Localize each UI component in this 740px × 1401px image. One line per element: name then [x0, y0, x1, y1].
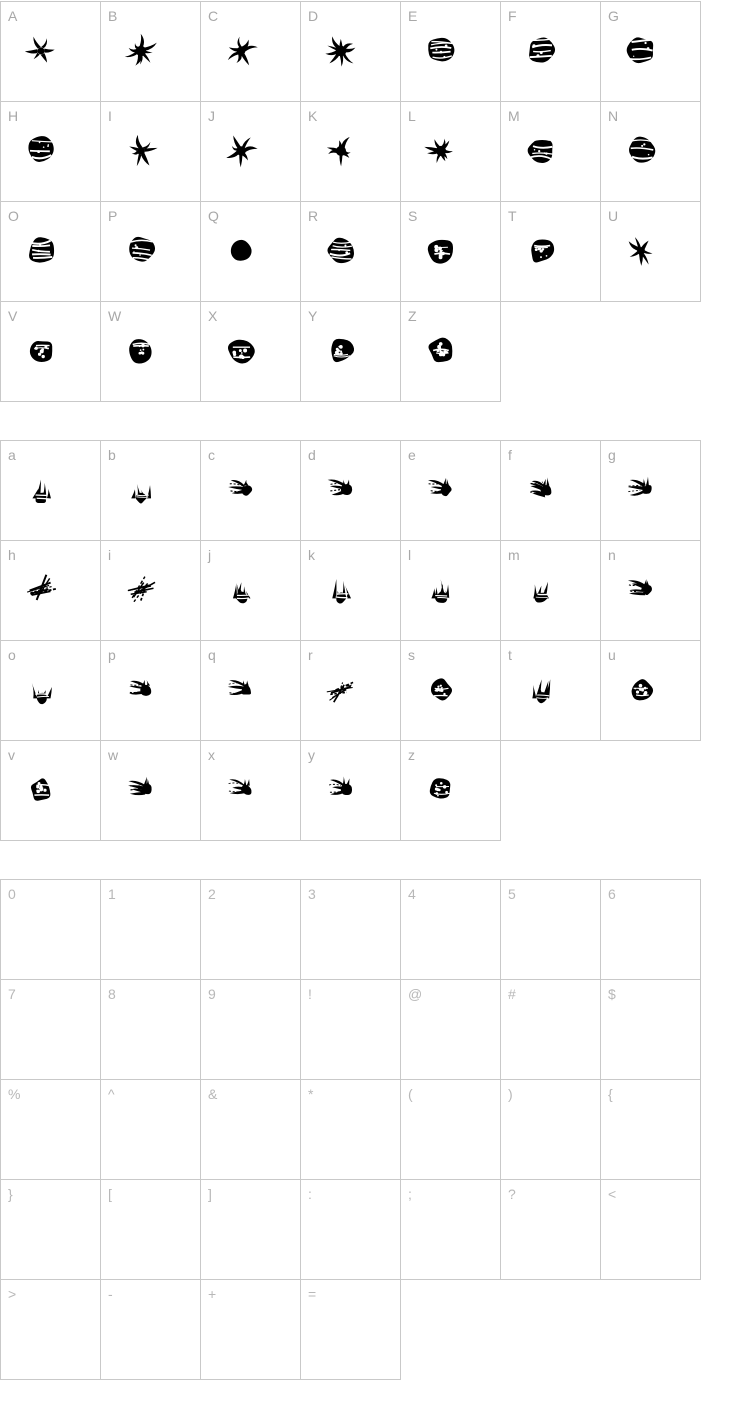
- char-cell-@: [400, 979, 501, 1080]
- char-cell-r: [300, 640, 401, 741]
- charmap-symbols: [0, 879, 740, 1380]
- char-label: 7: [8, 986, 16, 1002]
- char-cell-i: [100, 540, 201, 641]
- char-cell-O: [0, 201, 101, 302]
- char-label: n: [608, 547, 616, 563]
- char-label: P: [108, 208, 118, 224]
- char-cell-h: [0, 540, 101, 641]
- char-label: w: [108, 747, 119, 763]
- char-label: x: [208, 747, 215, 763]
- charmap-lowercase: [0, 440, 740, 841]
- charmap-row: [0, 740, 740, 841]
- glyph-icon: [122, 131, 160, 169]
- char-label: J: [208, 108, 215, 124]
- charmap-row: [0, 879, 740, 980]
- char-cell-3: [300, 879, 401, 980]
- charmap-row: [0, 101, 740, 202]
- glyph-icon: [322, 131, 360, 169]
- char-label: ?: [508, 1186, 516, 1202]
- char-cell--: [100, 1279, 201, 1380]
- char-cell-4: [400, 879, 501, 980]
- char-cell-8: [100, 979, 201, 1080]
- char-cell-G: [600, 1, 701, 102]
- char-label: +: [208, 1286, 217, 1302]
- char-label: 6: [608, 886, 616, 902]
- char-cell-p: [100, 640, 201, 741]
- char-cell-m: [500, 540, 601, 641]
- char-cell-W: [100, 301, 201, 402]
- char-cell-2: [200, 879, 301, 980]
- char-cell-]: [200, 1179, 301, 1280]
- char-label: v: [8, 747, 15, 763]
- char-label: [: [108, 1186, 112, 1202]
- char-label: ;: [408, 1186, 412, 1202]
- glyph-icon: [222, 31, 260, 69]
- char-label: h: [8, 547, 16, 563]
- char-label: y: [308, 747, 315, 763]
- char-cell-<: [600, 1179, 701, 1280]
- charmap-row: [0, 979, 740, 1080]
- char-cell-x: [200, 740, 301, 841]
- char-label: d: [308, 447, 316, 463]
- char-cell-?: [500, 1179, 601, 1280]
- char-cell-&: [200, 1079, 301, 1180]
- charmap-root: [0, 1, 740, 1380]
- char-cell-u: [600, 640, 701, 741]
- char-label: :: [308, 1186, 312, 1202]
- glyph-icon: [222, 131, 260, 169]
- char-cell-5: [500, 879, 601, 980]
- glyph-icon: [324, 472, 358, 506]
- char-cell-l: [400, 540, 501, 641]
- char-label: O: [8, 208, 19, 224]
- glyph-icon: [124, 772, 158, 806]
- glyph-icon: [24, 772, 58, 806]
- char-cell-{: [600, 1079, 701, 1180]
- glyph-icon: [422, 31, 460, 69]
- char-cell-n: [600, 540, 701, 641]
- char-cell-q: [200, 640, 301, 741]
- char-label: L: [408, 108, 416, 124]
- char-label: (: [408, 1086, 413, 1102]
- char-label: X: [208, 308, 218, 324]
- char-label: b: [108, 447, 116, 463]
- char-cell-[: [100, 1179, 201, 1280]
- char-cell-C: [200, 1, 301, 102]
- char-label: t: [508, 647, 512, 663]
- char-label: T: [508, 208, 517, 224]
- char-label: F: [508, 8, 517, 24]
- char-label: *: [308, 1086, 314, 1102]
- char-cell-f: [500, 440, 601, 541]
- char-cell-:: [300, 1179, 401, 1280]
- char-label: 2: [208, 886, 216, 902]
- char-label: j: [208, 547, 212, 563]
- char-cell-Y: [300, 301, 401, 402]
- char-cell-k: [300, 540, 401, 641]
- char-label: %: [8, 1086, 21, 1102]
- glyph-icon: [622, 231, 660, 269]
- glyph-icon: [124, 472, 158, 506]
- char-label: g: [608, 447, 616, 463]
- char-label: E: [408, 8, 418, 24]
- glyph-icon: [322, 331, 360, 369]
- char-label: &: [208, 1086, 218, 1102]
- char-cell-y: [300, 740, 401, 841]
- char-label: @: [408, 986, 423, 1002]
- char-label: <: [608, 1186, 617, 1202]
- char-label: i: [108, 547, 112, 563]
- char-label: 8: [108, 986, 116, 1002]
- char-cell-H: [0, 101, 101, 202]
- char-label: m: [508, 547, 520, 563]
- glyph-icon: [324, 572, 358, 606]
- charmap-row: [0, 540, 740, 641]
- char-cell-N: [600, 101, 701, 202]
- char-label: =: [308, 1286, 317, 1302]
- glyph-icon: [524, 472, 558, 506]
- glyph-icon: [524, 672, 558, 706]
- char-label: l: [408, 547, 412, 563]
- char-label: !: [308, 986, 312, 1002]
- char-label: r: [308, 647, 313, 663]
- char-label: Q: [208, 208, 219, 224]
- char-label: o: [8, 647, 16, 663]
- glyph-icon: [424, 672, 458, 706]
- char-cell-t: [500, 640, 601, 741]
- char-cell-P: [100, 201, 201, 302]
- glyph-icon: [522, 131, 560, 169]
- glyph-icon: [522, 231, 560, 269]
- char-cell-Q: [200, 201, 301, 302]
- char-label: V: [8, 308, 18, 324]
- char-cell-9: [200, 979, 301, 1080]
- char-label: 3: [308, 886, 316, 902]
- char-cell->: [0, 1279, 101, 1380]
- charmap-uppercase: [0, 1, 740, 402]
- char-label: N: [608, 108, 619, 124]
- char-label: e: [408, 447, 416, 463]
- glyph-icon: [424, 772, 458, 806]
- charmap-row: [0, 1, 740, 102]
- glyph-icon: [122, 331, 160, 369]
- char-cell-*: [300, 1079, 401, 1180]
- char-label: Z: [408, 308, 417, 324]
- char-label: W: [108, 308, 122, 324]
- char-cell-w: [100, 740, 201, 841]
- char-label: D: [308, 8, 319, 24]
- char-label: {: [608, 1086, 613, 1102]
- glyph-icon: [22, 131, 60, 169]
- glyph-icon: [322, 31, 360, 69]
- char-cell-R: [300, 201, 401, 302]
- char-label: ): [508, 1086, 513, 1102]
- char-cell-): [500, 1079, 601, 1180]
- char-cell-}: [0, 1179, 101, 1280]
- glyph-icon: [522, 31, 560, 69]
- char-cell-T: [500, 201, 601, 302]
- char-cell-M: [500, 101, 601, 202]
- char-label: M: [508, 108, 520, 124]
- char-cell-%: [0, 1079, 101, 1180]
- char-cell-F: [500, 1, 601, 102]
- char-label: R: [308, 208, 319, 224]
- charmap-row: [0, 640, 740, 741]
- char-label: f: [508, 447, 512, 463]
- char-cell-!: [300, 979, 401, 1080]
- char-cell-K: [300, 101, 401, 202]
- glyph-icon: [422, 131, 460, 169]
- charmap-row: [0, 201, 740, 302]
- char-label: I: [108, 108, 112, 124]
- char-cell-Z: [400, 301, 501, 402]
- char-cell-^: [100, 1079, 201, 1180]
- glyph-icon: [422, 231, 460, 269]
- glyph-icon: [24, 472, 58, 506]
- glyph-icon: [224, 572, 258, 606]
- char-cell-B: [100, 1, 201, 102]
- glyph-icon: [424, 472, 458, 506]
- char-cell-6: [600, 879, 701, 980]
- char-label: 5: [508, 886, 516, 902]
- glyph-icon: [524, 572, 558, 606]
- glyph-icon: [224, 672, 258, 706]
- char-label: ^: [108, 1086, 115, 1102]
- char-label: s: [408, 647, 415, 663]
- glyph-icon: [122, 231, 160, 269]
- char-cell-v: [0, 740, 101, 841]
- char-label: Y: [308, 308, 318, 324]
- glyph-icon: [122, 31, 160, 69]
- glyph-icon: [424, 572, 458, 606]
- char-label: S: [408, 208, 418, 224]
- char-label: c: [208, 447, 215, 463]
- char-label: 0: [8, 886, 16, 902]
- char-cell-0: [0, 879, 101, 980]
- char-cell-#: [500, 979, 601, 1080]
- char-cell-I: [100, 101, 201, 202]
- glyph-icon: [624, 672, 658, 706]
- glyph-icon: [124, 672, 158, 706]
- char-label: 9: [208, 986, 216, 1002]
- glyph-icon: [224, 772, 258, 806]
- charmap-row: [0, 1079, 740, 1180]
- charmap-row: [0, 301, 740, 402]
- char-cell-V: [0, 301, 101, 402]
- glyph-icon: [24, 672, 58, 706]
- glyph-icon: [24, 572, 58, 606]
- char-label: }: [8, 1186, 13, 1202]
- char-label: U: [608, 208, 619, 224]
- char-label: k: [308, 547, 315, 563]
- charmap-row: [0, 1179, 740, 1280]
- char-label: A: [8, 8, 18, 24]
- char-cell-D: [300, 1, 401, 102]
- char-label: >: [8, 1286, 17, 1302]
- char-cell-+: [200, 1279, 301, 1380]
- char-label: 1: [108, 886, 116, 902]
- glyph-icon: [324, 772, 358, 806]
- char-cell-S: [400, 201, 501, 302]
- char-cell-j: [200, 540, 301, 641]
- char-label: G: [608, 8, 619, 24]
- char-cell-$: [600, 979, 701, 1080]
- glyph-icon: [22, 331, 60, 369]
- charmap-row: [0, 440, 740, 541]
- glyph-icon: [622, 131, 660, 169]
- char-cell-g: [600, 440, 701, 541]
- char-cell-E: [400, 1, 501, 102]
- char-cell-a: [0, 440, 101, 541]
- char-cell-X: [200, 301, 301, 402]
- char-label: #: [508, 986, 516, 1002]
- char-label: a: [8, 447, 16, 463]
- char-label: u: [608, 647, 616, 663]
- char-label: -: [108, 1286, 113, 1302]
- glyph-icon: [622, 31, 660, 69]
- char-cell-A: [0, 1, 101, 102]
- glyph-icon: [322, 231, 360, 269]
- glyph-icon: [624, 472, 658, 506]
- char-cell-7: [0, 979, 101, 1080]
- char-cell-(: [400, 1079, 501, 1180]
- glyph-icon: [22, 231, 60, 269]
- glyph-icon: [324, 672, 358, 706]
- char-cell-o: [0, 640, 101, 741]
- glyph-icon: [222, 331, 260, 369]
- char-cell-b: [100, 440, 201, 541]
- char-cell-d: [300, 440, 401, 541]
- char-cell-s: [400, 640, 501, 741]
- char-cell-1: [100, 879, 201, 980]
- glyph-icon: [124, 572, 158, 606]
- char-label: $: [608, 986, 616, 1002]
- glyph-icon: [222, 231, 260, 269]
- char-label: q: [208, 647, 216, 663]
- char-cell-U: [600, 201, 701, 302]
- char-label: K: [308, 108, 318, 124]
- char-label: ]: [208, 1186, 212, 1202]
- glyph-icon: [422, 331, 460, 369]
- char-cell-;: [400, 1179, 501, 1280]
- char-cell-=: [300, 1279, 401, 1380]
- char-cell-J: [200, 101, 301, 202]
- char-label: z: [408, 747, 415, 763]
- glyph-icon: [22, 31, 60, 69]
- char-label: p: [108, 647, 116, 663]
- char-label: B: [108, 8, 118, 24]
- char-cell-L: [400, 101, 501, 202]
- char-cell-z: [400, 740, 501, 841]
- char-cell-c: [200, 440, 301, 541]
- glyph-icon: [224, 472, 258, 506]
- charmap-row: [0, 1279, 740, 1380]
- char-label: 4: [408, 886, 416, 902]
- char-label: C: [208, 8, 219, 24]
- char-cell-e: [400, 440, 501, 541]
- char-label: H: [8, 108, 19, 124]
- glyph-icon: [624, 572, 658, 606]
